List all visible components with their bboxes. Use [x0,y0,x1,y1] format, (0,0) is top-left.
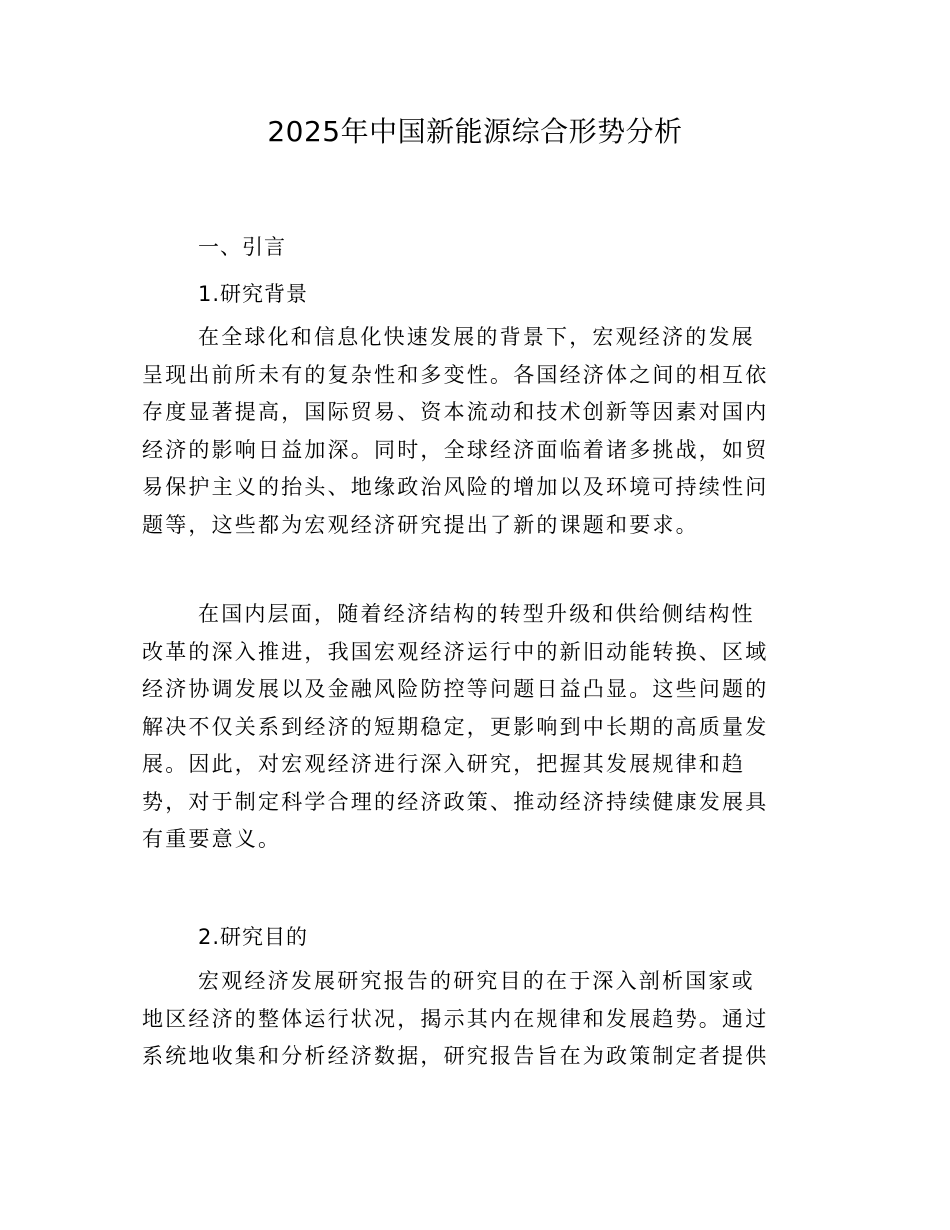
paragraph-line: 存度显著提高，国际贸易、资本流动和技术创新等因素对国内 [142,400,769,424]
paragraph-line: 宏观经济发展研究报告的研究目的在于深入剖析国家或 [198,969,755,993]
paragraph-purpose-1 [142,963,810,1076]
paragraph-line: 系统地收集和分析经济数据，研究报告旨在为政策制定者提供 [142,1044,769,1068]
paragraph-line: 地区经济的整体运行状况，揭示其内在规律和发展趋势。通过 [142,1006,769,1031]
document-title: 2025年中国新能源综合形势分析 [267,115,683,148]
paragraph-line: 在全球化和信息化快速发展的背景下，宏观经济的发展 [198,325,755,349]
paragraph-line: 经济的影响日益加深。同时，全球经济面临着诸多挑战，如贸 [142,437,769,462]
paragraph-line: 在国内层面，随着经济结构的转型升级和供给侧结构性 [198,602,755,626]
subsection-heading-background: 1.研究背景 [198,282,309,306]
paragraph-line: 势，对于制定科学合理的经济政策、推动经济持续健康发展具 [142,789,769,814]
paragraph-line: 易保护主义的抬头、地缘政治风险的增加以及环境可持续性问 [142,475,769,499]
paragraph-line: 呈现出前所未有的复杂性和多变性。各国经济体之间的相互依 [142,362,769,387]
paragraph-line: 解决不仅关系到经济的短期稳定，更影响到中长期的高质量发 [142,714,769,739]
paragraph-line: 题等，这些都为宏观经济研究提出了新的课题和要求。 [142,512,699,537]
paragraph-line: 展。因此，对宏观经济进行深入研究，把握其发展规律和趋 [142,752,746,776]
paragraph-background-1 [142,319,810,544]
subsection-heading-purpose: 2.研究目的 [198,925,309,949]
paragraph-background-2 [142,596,810,859]
paragraph-line: 改革的深入推进，我国宏观经济运行中的新旧动能转换、区域 [142,639,769,664]
section-heading-introduction: 一、引言 [198,235,286,259]
paragraph-line: 有重要意义。 [142,827,282,851]
paragraph-line: 经济协调发展以及金融风险防控等问题日益凸显。这些问题的 [142,677,769,701]
